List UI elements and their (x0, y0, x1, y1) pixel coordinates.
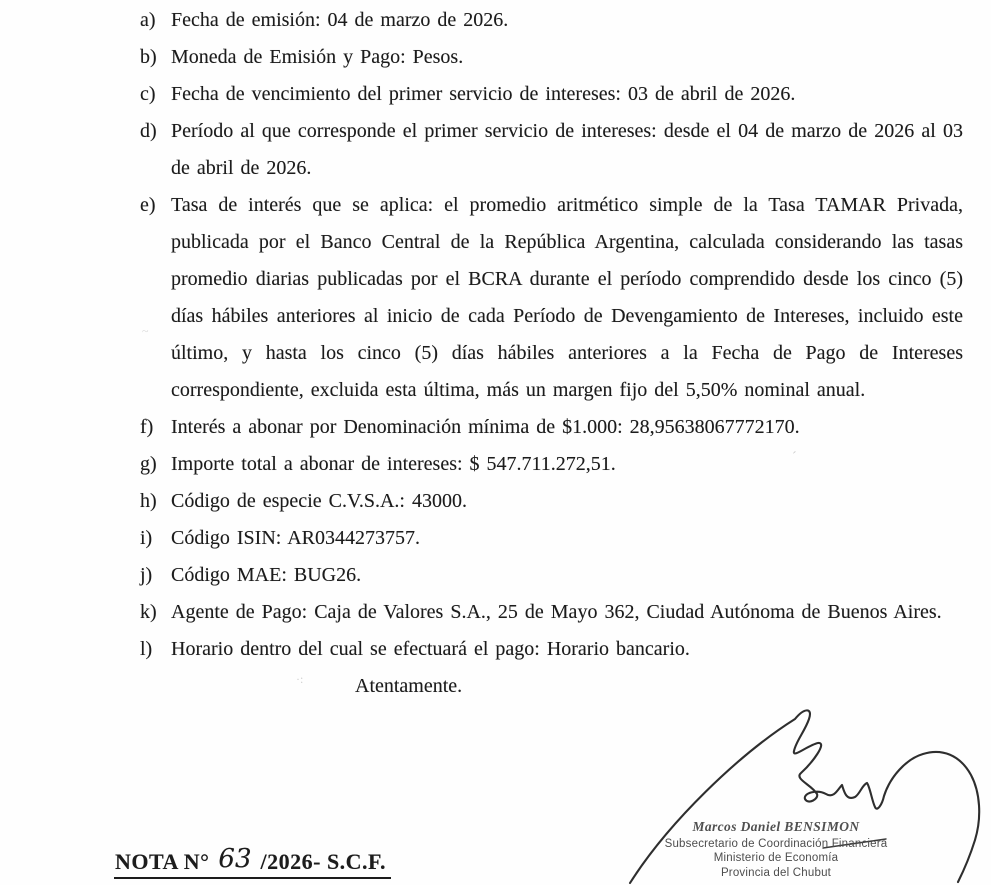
signer-region: Provincia del Chubut (720, 866, 832, 879)
scan-artifact: ´ (792, 450, 797, 465)
list-item (140, 483, 963, 520)
list-item (140, 39, 963, 76)
note-reference (114, 846, 391, 879)
list-item (140, 409, 963, 446)
list-item (140, 2, 963, 39)
item-label: i) (140, 527, 153, 549)
item-text: Código MAE: BUG26. (171, 564, 362, 586)
list-item (140, 187, 963, 409)
item-label: k) (140, 601, 157, 623)
signer-title: Subsecretario de Coordinación Financiera (664, 837, 888, 850)
item-label: a) (140, 9, 156, 31)
item-label: c) (140, 83, 156, 105)
item-text: Interés a abonar por Denominación mínima de $1.000: 28,95638067772170. (171, 416, 800, 438)
lettered-list (140, 2, 963, 705)
item-label: g) (140, 453, 157, 475)
list-item (140, 113, 963, 187)
signer-org: Ministerio de Economía (713, 852, 839, 864)
item-text: Moneda de Emisión y Pago: Pesos. (171, 46, 464, 68)
note-number-handwritten: 63 (218, 844, 252, 874)
item-text: Código de especie C.V.S.A.: 43000. (171, 490, 467, 512)
item-label: d) (140, 120, 157, 142)
item-text: Tasa de interés que se aplica: el promedio aritmético simple de la Tasa TAMAR Privada, publicada por el Banco Central de la República Argentina, calculada considerando las tasas promedio diarias publicadas por el BCRA durante el período comprendido desde los cinco (5) días hábiles anteriores al inicio de cada Período de Devengamiento de Intereses, incluido este último, y hasta los cinco (5) días hábiles anteriores a la Fecha de Pago de Intereses correspondiente, excluida esta última, más un margen fijo del 5,50% nominal anual. (171, 194, 963, 401)
item-text: Horario dentro del cual se efectuará el pago: Horario bancario. (171, 638, 690, 660)
list-item (140, 631, 963, 668)
closing-salutation: Atentamente. (355, 675, 463, 697)
item-label: j) (140, 564, 153, 586)
scan-artifact: ·: (296, 672, 304, 686)
list-item (140, 520, 963, 557)
item-label: h) (140, 490, 157, 512)
list-item (140, 76, 963, 113)
item-label: f) (140, 416, 154, 438)
scan-artifact: ~ (142, 324, 149, 338)
item-label: l) (140, 638, 153, 660)
signer-name: Marcos Daniel BENSIMON (692, 819, 860, 834)
signer-stamp (636, 820, 916, 880)
item-text: Importe total a abonar de intereses: $ 547.711.272,51. (171, 453, 616, 475)
note-suffix: /2026- S.C.F. (260, 849, 386, 874)
item-text: Fecha de emisión: 04 de marzo de 2026. (171, 9, 509, 31)
item-text: Agente de Pago: Caja de Valores S.A., 25 de Mayo 362, Ciudad Autónoma de Buenos Aires. (171, 601, 942, 623)
list-item (140, 446, 963, 483)
item-label: e) (140, 194, 156, 216)
item-text: Código ISIN: AR0344273757. (171, 527, 421, 549)
list-item (140, 594, 963, 631)
item-label: b) (140, 46, 157, 68)
item-text: Fecha de vencimiento del primer servicio de intereses: 03 de abril de 2026. (171, 83, 796, 105)
list-item (140, 557, 963, 594)
item-text: Período al que corresponde el primer servicio de intereses: desde el 04 de marzo de 2026 al 03 de abril de 2026. (171, 120, 963, 179)
note-prefix: NOTA N° (115, 849, 210, 874)
